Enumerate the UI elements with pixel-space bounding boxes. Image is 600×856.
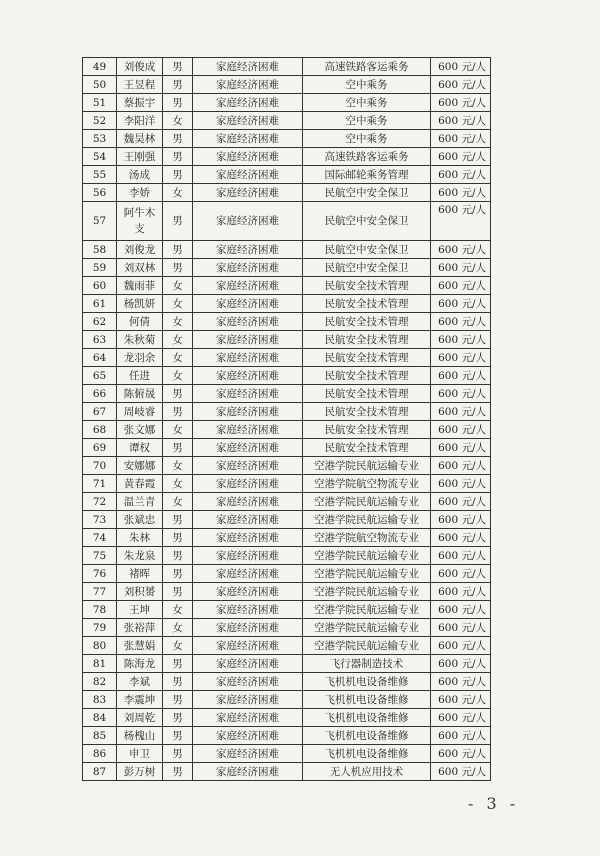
row-number: 59: [83, 259, 117, 277]
student-name: 李斌: [117, 673, 163, 691]
aid-amount: 600 元/人: [431, 94, 491, 112]
aid-category: 家庭经济困难: [193, 202, 303, 241]
row-number: 68: [83, 421, 117, 439]
aid-category: 家庭经济困难: [193, 673, 303, 691]
aid-category: 家庭经济困难: [193, 313, 303, 331]
row-number: 50: [83, 76, 117, 94]
student-sex: 男: [163, 691, 193, 709]
table-row: [83, 439, 491, 457]
table-row: [83, 619, 491, 637]
student-sex: 女: [163, 493, 193, 511]
table-row: [83, 601, 491, 619]
student-major: 高速铁路客运乘务: [303, 58, 431, 76]
aid-category: 家庭经济困难: [193, 112, 303, 130]
row-number: 87: [83, 763, 117, 781]
aid-category: 家庭经济困难: [193, 295, 303, 313]
student-sex: 男: [163, 727, 193, 745]
student-major: 空中乘务: [303, 112, 431, 130]
row-number: 86: [83, 745, 117, 763]
aid-amount: 600 元/人: [431, 763, 491, 781]
row-number: 80: [83, 637, 117, 655]
table-row: [83, 547, 491, 565]
student-name: 杨凯妍: [117, 295, 163, 313]
student-name: 彭万树: [117, 763, 163, 781]
student-major: 飞机机电设备维修: [303, 673, 431, 691]
row-number: 72: [83, 493, 117, 511]
table-row: [83, 112, 491, 130]
student-major: 民航安全技术管理: [303, 367, 431, 385]
aid-category: 家庭经济困难: [193, 331, 303, 349]
table-row: [83, 457, 491, 475]
aid-amount: 600 元/人: [431, 367, 491, 385]
student-name: 任进: [117, 367, 163, 385]
student-name: 安娜娜: [117, 457, 163, 475]
page-number: - 3 -: [468, 794, 520, 813]
student-name: 刘积赟: [117, 583, 163, 601]
aid-category: 家庭经济困难: [193, 709, 303, 727]
student-major: 飞机机电设备维修: [303, 727, 431, 745]
student-sex: 男: [163, 511, 193, 529]
student-sex: 男: [163, 763, 193, 781]
aid-amount: 600 元/人: [431, 403, 491, 421]
student-sex: 女: [163, 112, 193, 130]
student-sex: 男: [163, 385, 193, 403]
aid-amount: 600 元/人: [431, 184, 491, 202]
aid-amount: 600 元/人: [431, 241, 491, 259]
table-row: [83, 331, 491, 349]
table-row: [83, 295, 491, 313]
student-sex: 女: [163, 349, 193, 367]
student-name: 王坤: [117, 601, 163, 619]
student-major: 空中乘务: [303, 130, 431, 148]
student-major: 空港学院民航运输专业: [303, 511, 431, 529]
aid-category: 家庭经济困难: [193, 184, 303, 202]
table-row: [83, 421, 491, 439]
table-row: [83, 673, 491, 691]
aid-amount: 600 元/人: [431, 493, 491, 511]
student-name: 魏昊林: [117, 130, 163, 148]
aid-amount: 600 元/人: [431, 58, 491, 76]
table-row: [83, 637, 491, 655]
aid-category: 家庭经济困难: [193, 385, 303, 403]
aid-category: 家庭经济困难: [193, 166, 303, 184]
table-row: [83, 385, 491, 403]
aid-category: 家庭经济困难: [193, 691, 303, 709]
student-sex: 男: [163, 655, 193, 673]
row-number: 77: [83, 583, 117, 601]
student-major: 空中乘务: [303, 94, 431, 112]
student-sex: 男: [163, 241, 193, 259]
row-number: 74: [83, 529, 117, 547]
row-number: 51: [83, 94, 117, 112]
student-sex: 男: [163, 745, 193, 763]
student-sex: 女: [163, 313, 193, 331]
student-sex: 女: [163, 295, 193, 313]
aid-category: 家庭经济困难: [193, 655, 303, 673]
aid-category: 家庭经济困难: [193, 763, 303, 781]
row-number: 67: [83, 403, 117, 421]
table-row: [83, 655, 491, 673]
student-major: 民航安全技术管理: [303, 385, 431, 403]
aid-amount: 600 元/人: [431, 547, 491, 565]
student-name: 刘俊成: [117, 58, 163, 76]
student-sex: 女: [163, 619, 193, 637]
student-major: 飞机机电设备维修: [303, 709, 431, 727]
student-name: 张斌忠: [117, 511, 163, 529]
aid-amount: 600 元/人: [431, 331, 491, 349]
aid-category: 家庭经济困难: [193, 727, 303, 745]
row-number: 60: [83, 277, 117, 295]
student-sex: 女: [163, 601, 193, 619]
table-row: [83, 166, 491, 184]
aid-amount: 600 元/人: [431, 529, 491, 547]
student-name: 何倩: [117, 313, 163, 331]
aid-category: 家庭经济困难: [193, 547, 303, 565]
aid-amount: 600 元/人: [431, 691, 491, 709]
student-sex: 男: [163, 439, 193, 457]
aid-amount: 600 元/人: [431, 313, 491, 331]
aid-category: 家庭经济困难: [193, 421, 303, 439]
student-name: 朱林: [117, 529, 163, 547]
aid-category: 家庭经济困难: [193, 745, 303, 763]
student-sex: 男: [163, 565, 193, 583]
table-row: [83, 745, 491, 763]
aid-amount: 600 元/人: [431, 601, 491, 619]
row-number: 62: [83, 313, 117, 331]
table-row: [83, 349, 491, 367]
table-row: [83, 94, 491, 112]
table-body: [83, 58, 491, 781]
student-major: 飞行器制造技术: [303, 655, 431, 673]
student-sex: 女: [163, 331, 193, 349]
table-row: [83, 241, 491, 259]
student-name: 刘俊龙: [117, 241, 163, 259]
aid-category: 家庭经济困难: [193, 130, 303, 148]
row-number: 66: [83, 385, 117, 403]
document-page: [82, 57, 490, 781]
student-name: 申卫: [117, 745, 163, 763]
student-name: 张裕萍: [117, 619, 163, 637]
student-name: 朱秋菊: [117, 331, 163, 349]
table-row: [83, 202, 491, 241]
table-row: [83, 184, 491, 202]
table-row: [83, 367, 491, 385]
aid-amount: 600 元/人: [431, 259, 491, 277]
aid-category: 家庭经济困难: [193, 439, 303, 457]
student-major: 民航安全技术管理: [303, 313, 431, 331]
student-name: 龙羽余: [117, 349, 163, 367]
student-sex: 男: [163, 166, 193, 184]
student-name: 汤成: [117, 166, 163, 184]
student-sex: 男: [163, 583, 193, 601]
aid-category: 家庭经济困难: [193, 619, 303, 637]
student-major: 无人机应用技术: [303, 763, 431, 781]
row-number: 56: [83, 184, 117, 202]
student-sex: 男: [163, 529, 193, 547]
student-major: 空中乘务: [303, 76, 431, 94]
aid-amount: 600 元/人: [431, 583, 491, 601]
row-number: 76: [83, 565, 117, 583]
student-sex: 男: [163, 259, 193, 277]
student-major: 空港学院航空物流专业: [303, 529, 431, 547]
student-major: 民航空中安全保卫: [303, 259, 431, 277]
student-sex: 男: [163, 94, 193, 112]
aid-amount: 600 元/人: [431, 511, 491, 529]
student-sex: 男: [163, 76, 193, 94]
table-row: [83, 130, 491, 148]
table-row: [83, 277, 491, 295]
student-major: 空港学院民航运输专业: [303, 583, 431, 601]
student-major: 民航安全技术管理: [303, 403, 431, 421]
aid-category: 家庭经济困难: [193, 94, 303, 112]
student-major: 民航安全技术管理: [303, 349, 431, 367]
row-number: 81: [83, 655, 117, 673]
aid-amount: 600 元/人: [431, 565, 491, 583]
student-sex: 女: [163, 367, 193, 385]
aid-category: 家庭经济困难: [193, 493, 303, 511]
table-row: [83, 583, 491, 601]
aid-amount: 600 元/人: [431, 202, 491, 241]
student-name: 蔡振宇: [117, 94, 163, 112]
student-sex: 女: [163, 457, 193, 475]
student-name: 刘周乾: [117, 709, 163, 727]
table-row: [83, 58, 491, 76]
row-number: 57: [83, 202, 117, 241]
row-number: 64: [83, 349, 117, 367]
aid-amount: 600 元/人: [431, 727, 491, 745]
table-row: [83, 403, 491, 421]
aid-amount: 600 元/人: [431, 166, 491, 184]
aid-category: 家庭经济困难: [193, 529, 303, 547]
table-row: [83, 511, 491, 529]
aid-category: 家庭经济困难: [193, 241, 303, 259]
student-sex: 女: [163, 277, 193, 295]
table-row: [83, 313, 491, 331]
student-name: 谭权: [117, 439, 163, 457]
aid-amount: 600 元/人: [431, 475, 491, 493]
student-name: 王昱程: [117, 76, 163, 94]
student-name: 褚晖: [117, 565, 163, 583]
aid-amount: 600 元/人: [431, 457, 491, 475]
row-number: 70: [83, 457, 117, 475]
student-name: 李娇: [117, 184, 163, 202]
aid-amount: 600 元/人: [431, 619, 491, 637]
student-name: 阿牛木支: [117, 202, 163, 241]
student-sex: 男: [163, 547, 193, 565]
student-major: 民航安全技术管理: [303, 331, 431, 349]
aid-category: 家庭经济困难: [193, 403, 303, 421]
row-number: 82: [83, 673, 117, 691]
row-number: 73: [83, 511, 117, 529]
aid-amount: 600 元/人: [431, 673, 491, 691]
table-row: [83, 691, 491, 709]
row-number: 58: [83, 241, 117, 259]
student-sex: 男: [163, 130, 193, 148]
student-sex: 女: [163, 637, 193, 655]
table-row: [83, 148, 491, 166]
row-number: 54: [83, 148, 117, 166]
aid-amount: 600 元/人: [431, 637, 491, 655]
aid-amount: 600 元/人: [431, 295, 491, 313]
aid-category: 家庭经济困难: [193, 367, 303, 385]
table-row: [83, 259, 491, 277]
student-major: 民航安全技术管理: [303, 295, 431, 313]
student-name: 李震坤: [117, 691, 163, 709]
aid-amount: 600 元/人: [431, 130, 491, 148]
table-row: [83, 763, 491, 781]
student-major: 空港学院民航运输专业: [303, 493, 431, 511]
student-sex: 女: [163, 184, 193, 202]
student-name: 陈海龙: [117, 655, 163, 673]
row-number: 78: [83, 601, 117, 619]
student-name: 黄春霞: [117, 475, 163, 493]
aid-category: 家庭经济困难: [193, 277, 303, 295]
aid-category: 家庭经济困难: [193, 475, 303, 493]
student-sex: 男: [163, 403, 193, 421]
table-row: [83, 475, 491, 493]
row-number: 79: [83, 619, 117, 637]
row-number: 53: [83, 130, 117, 148]
row-number: 84: [83, 709, 117, 727]
student-major: 民航安全技术管理: [303, 439, 431, 457]
student-major: 飞机机电设备维修: [303, 691, 431, 709]
student-sex: 女: [163, 475, 193, 493]
student-major: 空港学院民航运输专业: [303, 601, 431, 619]
student-major: 空港学院民航运输专业: [303, 619, 431, 637]
student-major: 民航空中安全保卫: [303, 184, 431, 202]
student-name: 杨槐山: [117, 727, 163, 745]
row-number: 83: [83, 691, 117, 709]
aid-category: 家庭经济困难: [193, 583, 303, 601]
aid-category: 家庭经济困难: [193, 76, 303, 94]
aid-category: 家庭经济困难: [193, 58, 303, 76]
student-sex: 男: [163, 673, 193, 691]
student-name: 李阳洋: [117, 112, 163, 130]
student-name: 刘双林: [117, 259, 163, 277]
aid-category: 家庭经济困难: [193, 511, 303, 529]
student-sex: 男: [163, 148, 193, 166]
student-major: 空港学院民航运输专业: [303, 565, 431, 583]
aid-category: 家庭经济困难: [193, 637, 303, 655]
row-number: 85: [83, 727, 117, 745]
student-sex: 男: [163, 709, 193, 727]
student-major: 民航安全技术管理: [303, 277, 431, 295]
student-major: 民航空中安全保卫: [303, 202, 431, 241]
aid-amount: 600 元/人: [431, 745, 491, 763]
aid-category: 家庭经济困难: [193, 601, 303, 619]
table-row: [83, 493, 491, 511]
row-number: 75: [83, 547, 117, 565]
student-name: 周岐睿: [117, 403, 163, 421]
student-major: 空港学院民航运输专业: [303, 637, 431, 655]
student-name: 朱龙泉: [117, 547, 163, 565]
student-major: 高速铁路客运乘务: [303, 148, 431, 166]
row-number: 63: [83, 331, 117, 349]
student-major: 国际邮轮乘务管理: [303, 166, 431, 184]
student-name: 张文娜: [117, 421, 163, 439]
table-row: [83, 529, 491, 547]
student-sex: 男: [163, 202, 193, 241]
student-name: 王刚强: [117, 148, 163, 166]
student-name: 温兰青: [117, 493, 163, 511]
aid-category: 家庭经济困难: [193, 259, 303, 277]
student-sex: 女: [163, 421, 193, 439]
table-row: [83, 709, 491, 727]
aid-category: 家庭经济困难: [193, 457, 303, 475]
student-major: 空港学院民航运输专业: [303, 547, 431, 565]
row-number: 55: [83, 166, 117, 184]
table-row: [83, 565, 491, 583]
student-major: 空港学院航空物流专业: [303, 475, 431, 493]
student-major: 民航空中安全保卫: [303, 241, 431, 259]
aid-amount: 600 元/人: [431, 112, 491, 130]
aid-amount: 600 元/人: [431, 385, 491, 403]
student-major: 空港学院民航运输专业: [303, 457, 431, 475]
table-row: [83, 76, 491, 94]
row-number: 61: [83, 295, 117, 313]
student-name: 陈俯晟: [117, 385, 163, 403]
row-number: 49: [83, 58, 117, 76]
aid-amount: 600 元/人: [431, 76, 491, 94]
row-number: 52: [83, 112, 117, 130]
aid-amount: 600 元/人: [431, 421, 491, 439]
row-number: 65: [83, 367, 117, 385]
aid-amount: 600 元/人: [431, 277, 491, 295]
aid-amount: 600 元/人: [431, 349, 491, 367]
student-sex: 男: [163, 58, 193, 76]
aid-category: 家庭经济困难: [193, 565, 303, 583]
aid-amount: 600 元/人: [431, 439, 491, 457]
aid-category: 家庭经济困难: [193, 148, 303, 166]
table-row: [83, 727, 491, 745]
student-major: 飞机机电设备维修: [303, 745, 431, 763]
aid-amount: 600 元/人: [431, 148, 491, 166]
student-list-table: [82, 57, 491, 781]
aid-amount: 600 元/人: [431, 709, 491, 727]
student-name: 张慧娟: [117, 637, 163, 655]
student-name: 魏雨菲: [117, 277, 163, 295]
row-number: 71: [83, 475, 117, 493]
student-major: 民航安全技术管理: [303, 421, 431, 439]
row-number: 69: [83, 439, 117, 457]
aid-category: 家庭经济困难: [193, 349, 303, 367]
aid-amount: 600 元/人: [431, 655, 491, 673]
